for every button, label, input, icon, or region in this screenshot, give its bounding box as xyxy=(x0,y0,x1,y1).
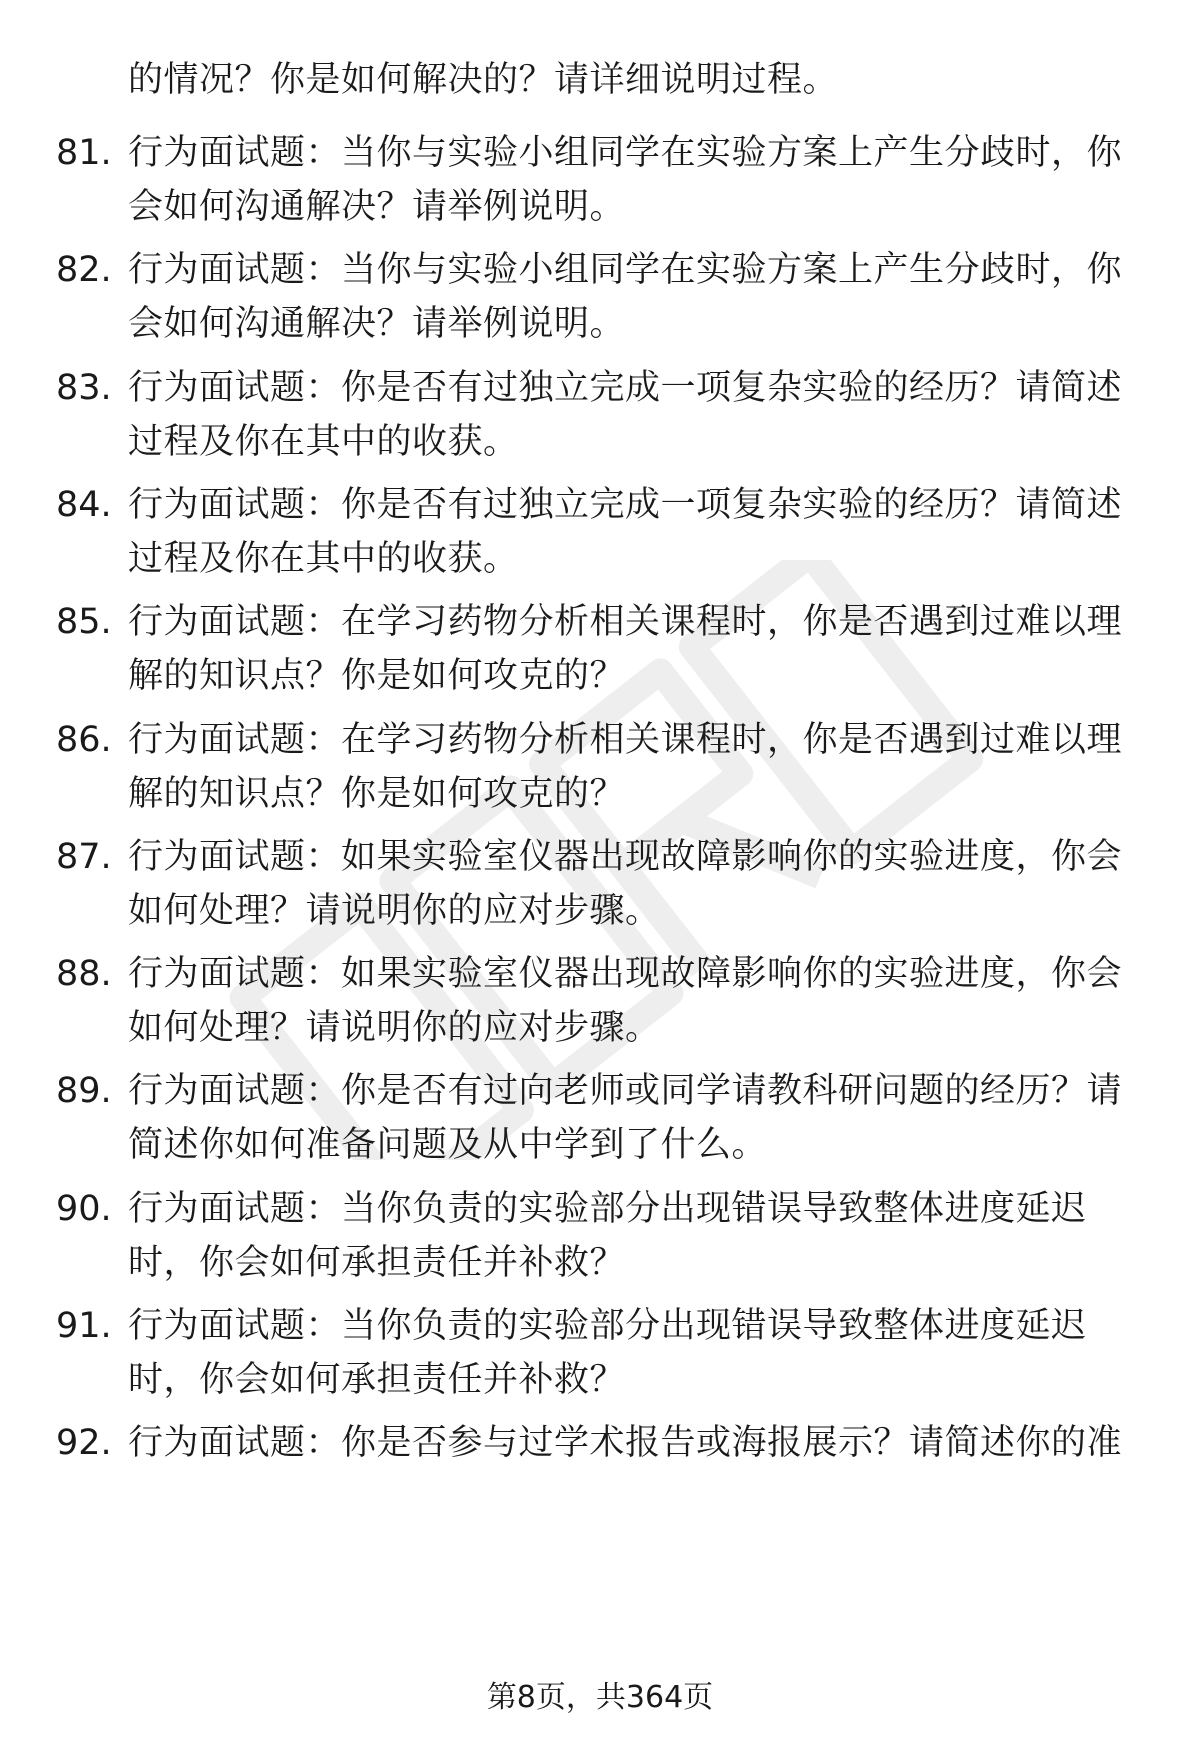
item-number: 91. xyxy=(56,1306,112,1346)
item-text-line1: 行为面试题：你是否有过独立完成一项复杂实验的经历？请简述 xyxy=(128,368,1123,408)
item-text-line1: 行为面试题：你是否参与过学术报告或海报展示？请简述你的准 xyxy=(128,1423,1123,1463)
item-text-line2: 解的知识点？你是如何攻克的？ xyxy=(128,774,626,814)
item-number: 84. xyxy=(56,485,112,525)
item-number: 89. xyxy=(56,1071,112,1111)
page-footer: 第8页，共364页 xyxy=(486,1680,714,1715)
item-text-line1: 行为面试题：当你负责的实验部分出现错误导致整体进度延迟 xyxy=(128,1306,1087,1346)
item-text-line1: 行为面试题：当你与实验小组同学在实验方案上产生分歧时，你 xyxy=(128,133,1123,173)
item-text-line1: 行为面试题：在学习药物分析相关课程时，你是否遇到过难以理 xyxy=(128,720,1123,760)
item-text-line2: 时，你会如何承担责任并补救？ xyxy=(128,1360,626,1400)
item-text-line1: 行为面试题：如果实验室仪器出现故障影响你的实验进度，你会 xyxy=(128,837,1123,877)
item-number: 87. xyxy=(56,837,112,877)
continuation-text: 的情况？你是如何解决的？请详细说明过程。 xyxy=(128,60,839,100)
item-text-line2: 简述你如何准备问题及从中学到了什么。 xyxy=(128,1125,768,1165)
item-text-line2: 如何处理？请说明你的应对步骤。 xyxy=(128,1008,661,1048)
item-text-line1: 行为面试题：当你负责的实验部分出现错误导致整体进度延迟 xyxy=(128,1189,1087,1229)
item-number: 85. xyxy=(56,602,112,642)
item-number: 92. xyxy=(56,1423,112,1463)
item-text-line1: 行为面试题：在学习药物分析相关课程时，你是否遇到过难以理 xyxy=(128,602,1123,642)
item-number: 90. xyxy=(56,1189,112,1229)
item-text-line2: 解的知识点？你是如何攻克的？ xyxy=(128,656,626,696)
item-text-line2: 如何处理？请说明你的应对步骤。 xyxy=(128,891,661,931)
item-number: 83. xyxy=(56,368,112,408)
item-text-line2: 过程及你在其中的收获。 xyxy=(128,539,519,579)
item-text-line1: 行为面试题：当你与实验小组同学在实验方案上产生分歧时，你 xyxy=(128,250,1123,290)
item-text-line2: 会如何沟通解决？请举例说明。 xyxy=(128,187,626,227)
item-text-line1: 行为面试题：你是否有过独立完成一项复杂实验的经历？请简述 xyxy=(128,485,1123,525)
item-text-line1: 行为面试题：如果实验室仪器出现故障影响你的实验进度，你会 xyxy=(128,954,1123,994)
item-number: 86. xyxy=(56,720,112,760)
item-text-line2: 过程及你在其中的收获。 xyxy=(128,422,519,462)
item-number: 82. xyxy=(56,250,112,290)
item-text-line2: 会如何沟通解决？请举例说明。 xyxy=(128,304,626,344)
item-number: 88. xyxy=(56,954,112,994)
item-text-line1: 行为面试题：你是否有过向老师或同学请教科研问题的经历？请 xyxy=(128,1071,1123,1111)
item-text-line2: 时，你会如何承担责任并补救？ xyxy=(128,1243,626,1283)
item-number: 81. xyxy=(56,133,112,173)
